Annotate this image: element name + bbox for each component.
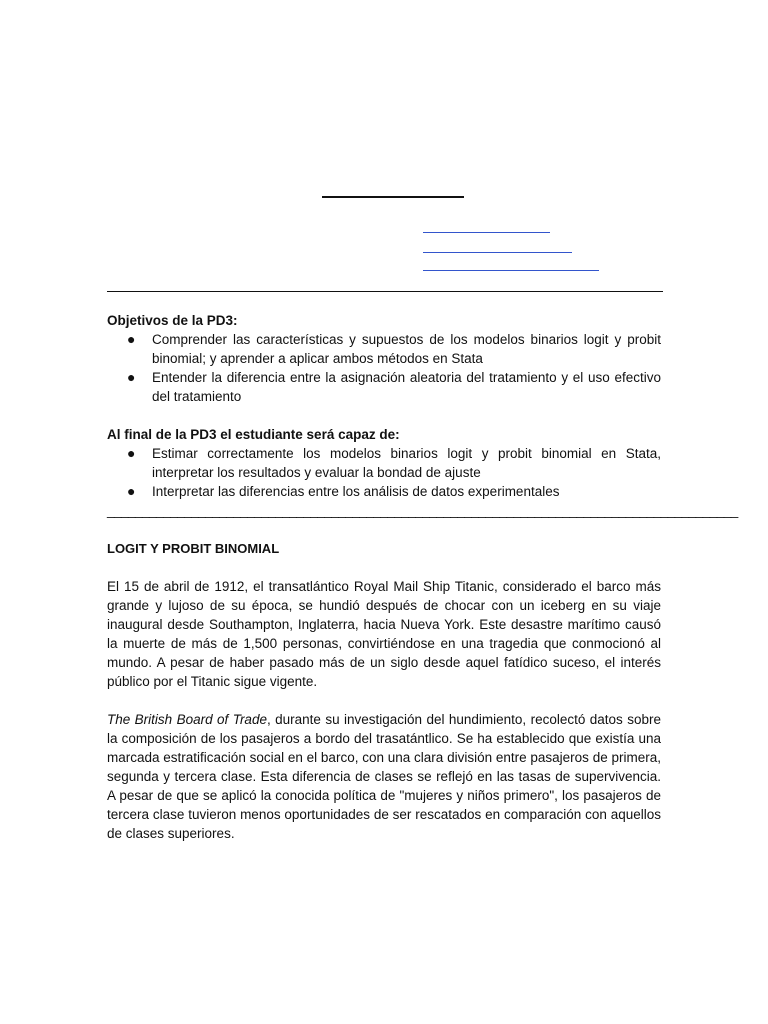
section-title: LOGIT Y PROBIT BINOMIAL xyxy=(107,541,280,556)
list-item: ● Estimar correctamente los modelos binarios logit y probit binomial en Stata, interpretar los resultados y evaluar la bondad de ajuste xyxy=(127,445,661,480)
objectives-list xyxy=(107,330,661,406)
bullet-icon: ● xyxy=(127,331,136,347)
list-item: ● Comprender las características y supuestos de los modelos binarios logit y probit binomial; y aprender a aplicar ambos métodos en Stata xyxy=(127,331,661,366)
author-link-1[interactable] xyxy=(423,232,550,233)
author-link-2[interactable] xyxy=(423,252,572,253)
bullet-icon: ● xyxy=(127,445,136,461)
separator-line: __________________________________________________________________________________________ xyxy=(107,503,738,518)
outcomes-list xyxy=(107,444,661,501)
list-item: ● Entender la diferencia entre la asignación aleatoria del tratamiento y el uso efectivo del tratamiento xyxy=(127,369,661,404)
paragraph-titanic: El 15 de abril de 1912, el transatlántico Royal Mail Ship Titanic, considerado el barco más grande y lujoso de su época, se hundió después de chocar con un iceberg en su viaje inaugural desde Southampton, Inglaterra, hacia Nueva York. Este desastre marítimo causó la muerte de más de 1,500 personas, convirtiéndose en una tragedia que conmocionó al mundo. A pesar de haber pasado más de un siglo desde aquel fatídico suceso, el interés público por el Titanic sigue vigente. xyxy=(107,579,661,689)
bullet-icon: ● xyxy=(127,483,136,499)
board-of-trade-name: The British Board of Trade xyxy=(107,712,267,727)
document-body xyxy=(107,311,738,843)
bullet-icon: ● xyxy=(127,369,136,385)
paragraph-board-of-trade: The British Board of Trade, durante su investigación del hundimiento, recolectó datos sobre la composición de los pasajeros a bordo del trasatántlico. Se ha establecido que existía una marcada estratificación social en el barco, con una clara división entre pasajeros de primera, segunda y tercera clase. Esta diferencia de clases se reflejó en las tasas de supervivencia. A pesar de que se aplicó la conocida política de "mujeres y niños primero", los pasajeros de tercera clase tuvieron menos oportunidades de ser rescatados en comparación con aquellos de clases superiores. xyxy=(107,712,661,841)
list-item: ● Interpretar las diferencias entre los análisis de datos experimentales xyxy=(127,483,560,499)
title-underline xyxy=(322,196,464,198)
objectives-heading: Objetivos de la PD3: xyxy=(107,313,238,328)
header-rule xyxy=(107,291,663,292)
outcomes-heading: Al final de la PD3 el estudiante será capaz de: xyxy=(107,427,400,442)
author-link-3[interactable] xyxy=(423,270,599,271)
